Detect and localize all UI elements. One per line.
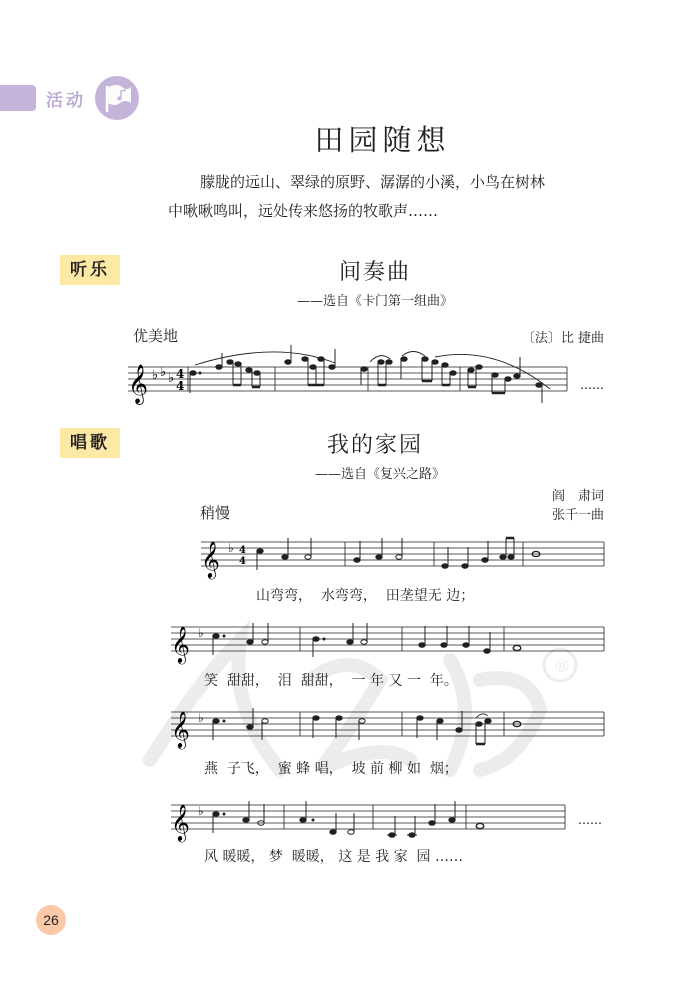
listening-piece-title: 间奏曲 bbox=[338, 260, 411, 285]
singing-system-3 bbox=[168, 700, 610, 755]
listening-source: ——选自《卡门第一组曲》 bbox=[296, 294, 453, 309]
listening-score bbox=[125, 345, 625, 415]
svg-text:♭: ♭ bbox=[228, 541, 234, 555]
intro-line-1: 朦胧的远山、翠绿的原野、潺潺的小溪，小鸟在树林 bbox=[200, 173, 546, 191]
treble-clef-icon: 𝄞 bbox=[171, 803, 190, 841]
continuation-dots: …… bbox=[580, 378, 604, 392]
listening-composer: 〔法〕比 捷曲 bbox=[521, 331, 604, 346]
singing-lyricist: 阎 肃词 bbox=[551, 489, 604, 504]
treble-clef-icon: 𝄞 bbox=[128, 364, 149, 404]
svg-text:4: 4 bbox=[239, 545, 246, 556]
svg-text:♭: ♭ bbox=[198, 626, 204, 640]
singing-system-1 bbox=[198, 530, 610, 580]
svg-text:♭: ♭ bbox=[168, 371, 175, 386]
treble-clef-icon: 𝄞 bbox=[171, 710, 190, 748]
svg-text:®: ® bbox=[553, 656, 571, 677]
singing-lyrics-2: 笑 甜甜， 泪 甜甜， 一 年 又 一 年。 bbox=[204, 673, 458, 689]
svg-text:4: 4 bbox=[176, 379, 185, 393]
svg-text:♭: ♭ bbox=[198, 711, 204, 725]
singing-tempo: 稍慢 bbox=[200, 504, 231, 522]
intro-paragraph bbox=[168, 168, 618, 226]
singing-lyrics-4: 风 暖暖， 梦 暖暖， 这 是 我 家 园 …… bbox=[204, 849, 463, 865]
singing-lyrics-1: 山弯弯， 水弯弯， 田垄望无 边； bbox=[256, 588, 475, 604]
continuation-dots: …… bbox=[578, 813, 602, 827]
listening-tempo: 优美地 bbox=[133, 327, 179, 345]
svg-text:♭: ♭ bbox=[160, 365, 167, 380]
flag-music-note-icon bbox=[95, 76, 139, 120]
svg-text:4: 4 bbox=[176, 367, 185, 381]
page-title: 田园随想 bbox=[314, 123, 451, 157]
listening-tag: 听乐 bbox=[60, 255, 120, 285]
page-number-badge: 26 bbox=[36, 905, 66, 935]
activity-bar bbox=[0, 85, 36, 111]
singing-tag: 唱歌 bbox=[60, 428, 120, 458]
singing-system-4 bbox=[168, 793, 610, 848]
singing-lyrics-3: 燕 子飞， 蜜 蜂 唱， 坡 前 柳 如 烟； bbox=[204, 761, 458, 777]
treble-clef-icon: 𝄞 bbox=[201, 540, 220, 578]
activity-label: 活动 bbox=[46, 91, 86, 111]
singing-system-2 bbox=[168, 615, 610, 665]
singing-piece-title: 我的家园 bbox=[326, 433, 423, 458]
svg-text:4: 4 bbox=[239, 556, 246, 567]
singing-composer: 张千一曲 bbox=[551, 508, 604, 523]
singing-source: ——选自《复兴之路》 bbox=[314, 467, 445, 482]
svg-text:♭: ♭ bbox=[198, 804, 204, 818]
intro-line-2: 中啾啾鸣叫，远处传来悠扬的牧歌声…… bbox=[168, 202, 439, 220]
treble-clef-icon: 𝄞 bbox=[171, 625, 190, 663]
svg-text:♭: ♭ bbox=[152, 368, 159, 383]
